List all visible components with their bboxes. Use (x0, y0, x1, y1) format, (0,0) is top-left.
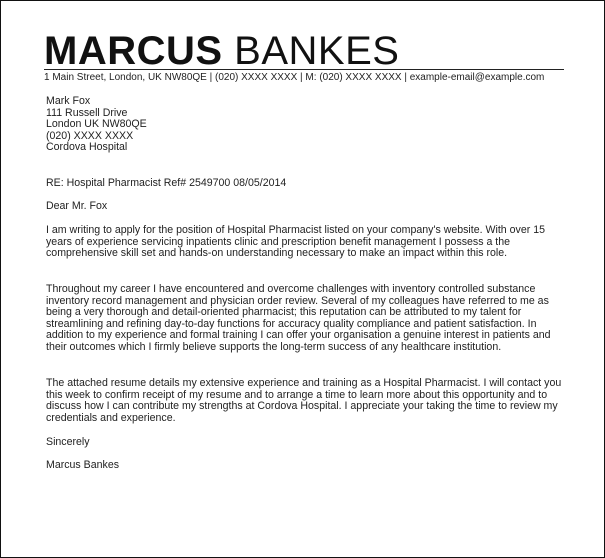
paragraph-3: The attached resume details my extensive experience and training as a Hospital Pharmacist. I will contact you this week to confirm receipt of my resume and to arrange a time to learn more about this opportunity and to discuss how I can contribute my strengths at Cordova Hospital. I appreciate your taking the time to review my credentials and experience. (46, 377, 562, 424)
header-divider (44, 69, 564, 70)
paragraph-2: Throughout my career I have encountered and overcome challenges with inventory controlled substance inventory record management and physician order review. Several of my colleagues have referred to me as being a very thorough and detail-oriented pharmacist; this reputation can be attributed to my talent for streamlining and refining day-to-day functions for accuracy quality compliance and patient satisfaction. In addition to my experience and formal training I can offer your organisation a genuine interest in patients and their outcomes which I firmly believe supports the long-term success of any healthcare institution. (46, 283, 551, 353)
salutation: Dear Mr. Fox (46, 200, 108, 212)
header-first-name: MARCUS (44, 29, 223, 73)
signature-name: Marcus Bankes (46, 459, 120, 471)
reference-line: RE: Hospital Pharmacist Ref# 2549700 08/05/2014 (46, 177, 287, 189)
recipient-phone: (020) XXXX XXXX (46, 129, 134, 142)
recipient-city: London UK NW80QE (46, 118, 147, 130)
closing: Sincerely (46, 436, 90, 448)
contact-line: 1 Main Street, London, UK NW80QE | (020) XXXX XXXX | M: (020) XXXX XXXX | example-email@example.com (44, 72, 545, 83)
recipient-organization: Cordova Hospital (46, 141, 128, 153)
recipient-street: 111 Russell Drive (46, 106, 128, 119)
header-last-name: BANKES (234, 29, 400, 73)
header-name (44, 31, 399, 71)
recipient-address-block (46, 96, 566, 154)
recipient-name: Mark Fox (46, 95, 91, 107)
paragraph-1: I am writing to apply for the position of Hospital Pharmacist listed on your company's website. With over 15 years of experience servicing inpatients clinic and prescription benefit management I possess a the comprehensive skill set and hands-on understanding necessary to make an impact within this role. (46, 224, 545, 259)
